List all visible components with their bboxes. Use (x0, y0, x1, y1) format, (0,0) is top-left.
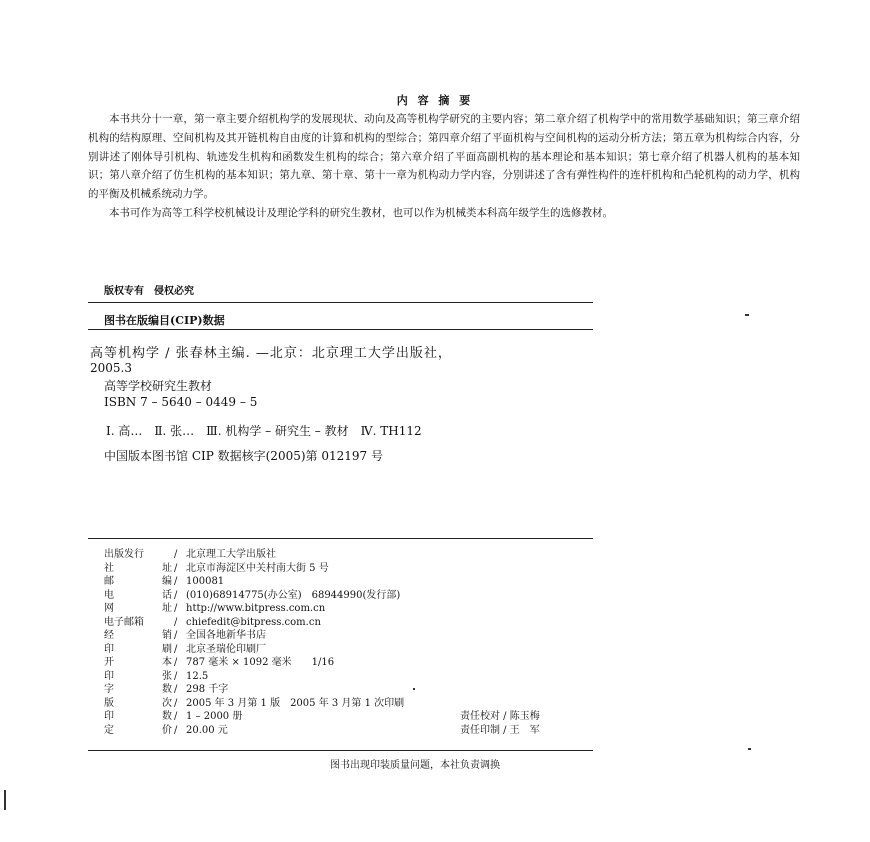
publication-label: 经 销 (104, 630, 172, 641)
cip-line: Ⅰ. 高… Ⅱ. 张… Ⅲ. 机构学 – 研究生 – 教材 Ⅳ. TH112 (106, 424, 422, 438)
publication-value: chiefedit@bitpress.com.cn (186, 616, 321, 628)
publication-separator: / (174, 657, 178, 668)
publication-row (104, 724, 594, 738)
publication-label: 印 刷 (104, 643, 172, 655)
publication-row (104, 602, 594, 616)
cip-line: ISBN 7 – 5640 – 0449 – 5 (104, 395, 258, 409)
publication-value: 全国各地新华书店 (186, 630, 266, 641)
divider (88, 538, 593, 539)
publication-label: 印 张 (104, 670, 172, 682)
publication-separator: / (174, 724, 178, 736)
publication-label: 开 本 (104, 657, 172, 668)
publication-label: 电 话 (104, 589, 172, 601)
publication-row (104, 656, 594, 670)
publication-value: 100081 (186, 576, 225, 587)
publication-row (104, 670, 594, 684)
publication-label: 版 次 (104, 697, 172, 709)
publication-row (104, 616, 594, 630)
summary-body (88, 110, 800, 223)
publication-value: 787 毫米 × 1092 毫米 1/16 (186, 657, 335, 668)
quality-notice: 图书出现印装质量问题，本社负责调换 (330, 760, 500, 771)
cip-block (90, 342, 610, 472)
publication-separator: / (174, 576, 178, 587)
publication-separator: / (174, 670, 178, 682)
cip-heading: 图书在版编目(CIP)数据 (104, 314, 225, 327)
summary-paragraph: 本书共分十一章，第一章主要介绍机构学的发展现状、动向及高等机构学研究的主要内容；第二章介绍了机构学中的常用数学基础知识；第三章介绍机构的结构原理、空间机构及其开链机构自由度的计算和机构的型综合；第四章介绍了平面机构与空间机构的运动分析方法；第五章为机构综合内容，分别讲述了刚体导引机构、轨迹发生机构和函数发生机构的综合；第六章介绍了平面高副机构的基本理论和基本知识；第七章介绍了机器人机构的基本知识；第八章介绍了仿生机构的基本知识；第九章、第十章、第十一章为机构动力学内容，分别讲述了含有弹性构件的连杆机构和凸轮机构的动力学，机构的平衡及机械系统动力学。 (88, 113, 800, 201)
summary-title: 内 容 摘 要 (396, 94, 474, 107)
publication-row (104, 575, 594, 589)
publication-value: 20.00 元 (186, 724, 228, 736)
publication-separator: / (174, 589, 178, 601)
publication-label: 出版发行 (104, 549, 144, 560)
publication-label: 网 址 (104, 603, 172, 614)
publication-separator: / (174, 603, 178, 614)
publication-value: (010)68914775(办公室) 68944990(发行部) (186, 589, 401, 601)
cip-line: 高等机构学 / 张春林主编. —北京：北京理工大学出版社， (90, 346, 452, 361)
publication-row (104, 683, 594, 697)
publication-separator: / (174, 549, 178, 560)
publication-value: http://www.bitpress.com.cn (186, 603, 326, 614)
publication-label: 邮 编 (104, 576, 172, 587)
publication-row (104, 643, 594, 657)
cip-line: 高等学校研究生教材 (104, 379, 213, 393)
publication-label: 定 价 (104, 724, 172, 736)
publication-separator: / (174, 684, 178, 695)
publication-info (104, 548, 594, 737)
publication-label: 社 址 (104, 562, 172, 574)
copyright-notice: 版权专有 侵权必究 (104, 286, 194, 297)
publication-value: 北京市海淀区中关村南大街 5 号 (186, 562, 329, 574)
divider (88, 750, 593, 751)
publication-value: 北京理工大学出版社 (186, 549, 276, 560)
publication-value: 12.5 (186, 670, 209, 682)
publication-separator: / (174, 711, 178, 722)
publication-value: 2005 年 3 月第 1 版 2005 年 3 月第 1 次印刷 (186, 697, 405, 709)
publication-value: 1 – 2000 册 (186, 711, 243, 722)
publication-row (104, 697, 594, 711)
publication-separator: / (174, 562, 178, 574)
publication-row (104, 589, 594, 603)
publication-separator: / (174, 697, 178, 709)
publication-row (104, 710, 594, 724)
publication-separator: / (174, 630, 178, 641)
publication-value: 298 千字 (186, 684, 229, 695)
publication-label: 电子邮箱 (104, 616, 144, 628)
publication-label: 印 数 (104, 711, 172, 722)
publication-separator: / (174, 616, 178, 628)
divider (88, 302, 593, 303)
cip-line: 中国版本图书馆 CIP 数据核字(2005)第 012197 号 (104, 449, 383, 463)
publication-value: 北京圣瑞伦印刷厂 (186, 643, 266, 655)
publication-row (104, 562, 594, 576)
divider (88, 329, 593, 330)
publication-label: 字 数 (104, 684, 172, 695)
publication-credit: 责任校对 / 陈玉梅 (460, 711, 540, 722)
cip-line: 2005.3 (90, 361, 132, 375)
summary-paragraph: 本书可作为高等工科学校机械设计及理论学科的研究生教材，也可以作为机械类本科高年级学生的选修教材。 (109, 206, 613, 219)
publication-credit: 责任印制 / 王 军 (460, 724, 540, 736)
publication-row (104, 548, 594, 562)
publication-separator: / (174, 643, 178, 655)
publication-row (104, 629, 594, 643)
